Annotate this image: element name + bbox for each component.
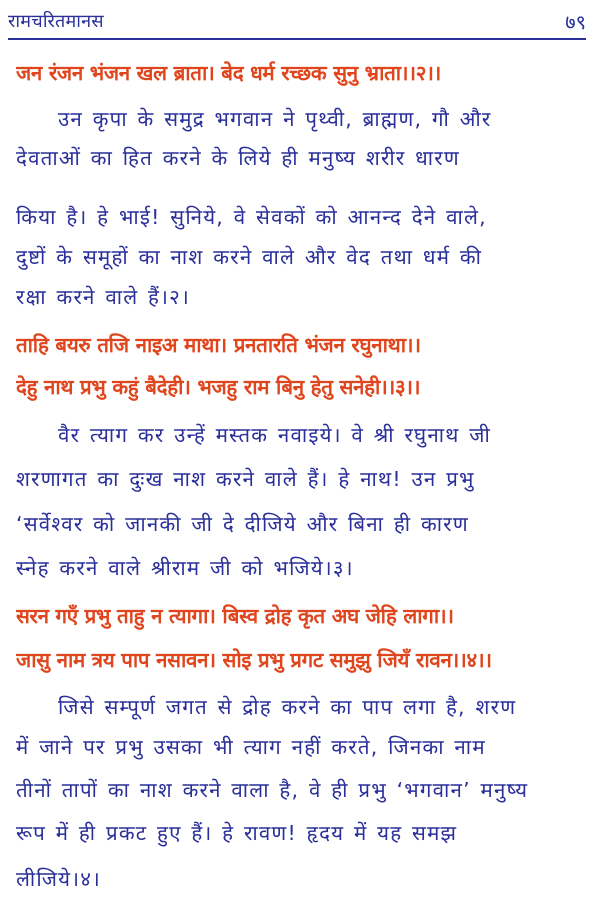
prose-line: उन कृपा के समुद्र भगवान ने पृथ्वी, ब्राह्मण, गौ और: [58, 107, 492, 131]
prose-line: स्नेह करने वाले श्रीराम जी को भजिये।३।: [16, 556, 354, 580]
page-header: [8, 4, 586, 40]
prose-line: रक्षा करने वाले हैं।२।: [16, 285, 190, 309]
prose-line: देवताओं का हित करने के लिये ही मनुष्य शरीर धारण: [16, 146, 460, 170]
verse-line: जासु नाम त्रय पाप नसावन। सोइ प्रभु प्रगट समुझु जियँ रावन।।४।।: [16, 648, 492, 672]
prose-line: तीनों तापों का नाश करने वाला है, वे ही प्रभु ‘भगवान’ मनुष्य: [16, 778, 529, 802]
prose-line: दुष्टों के समूहों का नाश करने वाले और वेद तथा धर्म की: [16, 245, 483, 269]
prose-line: किया है। हे भाई! सुनिये, वे सेवकों को आनन्द देने वाले,: [16, 205, 487, 229]
prose-line: जिसे सम्पूर्ण जगत से द्रोह करने का पाप लगा है, शरण: [58, 695, 517, 719]
verse-line: जन रंजन भंजन खल ब्राता। बेद धर्म रच्छक सुनु भ्राता।।२।।: [16, 61, 442, 85]
verse-line: सरन गएँ प्रभु ताहु न त्यागा। बिस्व द्रोह कृत अघ जेहि लागा।।: [16, 604, 454, 628]
prose-line: वैर त्याग कर उन्हें मस्तक नवाइये। वे श्री रघुनाथ जी: [58, 423, 491, 447]
verse-line: ताहि बयरु तजि नाइअ माथा। प्रनतारति भंजन रघुनाथा।।: [16, 333, 421, 357]
prose-line: रूप में ही प्रकट हुए हैं। हे रावण! हृदय में यह समझ: [16, 821, 458, 845]
prose-line: लीजिये।४।: [16, 867, 102, 891]
verse-line: देहु नाथ प्रभु कहुं बैदेही। भजहु राम बिनु हेतु सनेही।।३।।: [16, 375, 421, 399]
prose-line: ‘सर्वेश्वर को जानकी जी दे दीजिये और बिना ही कारण: [16, 512, 469, 536]
book-title: रामचरितमानस: [8, 11, 104, 32]
page-number: ७९: [565, 9, 586, 34]
prose-line: में जाने पर प्रभु उसका भी त्याग नहीं करते, जिनका नाम: [16, 735, 486, 759]
prose-line: शरणागत का दुःख नाश करने वाले हैं। हे नाथ! उन प्रभु: [16, 467, 475, 491]
